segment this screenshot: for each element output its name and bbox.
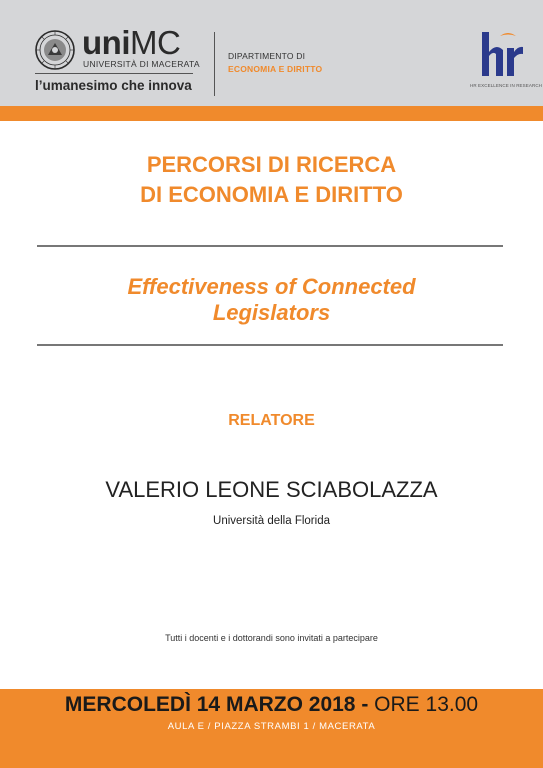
header-divider <box>214 32 215 96</box>
university-tagline: l’umanesimo che innova <box>35 78 192 93</box>
unimc-logo <box>82 26 180 60</box>
department-name: ECONOMIA E DIRITTO <box>228 64 323 74</box>
talk-title-line-1: Effectiveness of Connected <box>127 274 416 299</box>
logo-underline <box>35 73 193 74</box>
speaker-name: VALERIO LEONE SCIABOLAZZA <box>105 477 438 502</box>
unimc-logo-bold: uni <box>82 24 130 61</box>
divider-top <box>37 245 503 247</box>
event-date: MERCOLEDÌ 14 MARZO 2018 <box>64 693 356 716</box>
university-seal-icon <box>35 30 75 70</box>
event-venue: AULA E / PIAZZA STRAMBI 1 / MACERATA <box>167 721 376 732</box>
event-series-title <box>0 150 543 210</box>
invitation-note: Tutti i docenti e i dottorandi sono invitati a partecipare <box>165 633 378 643</box>
speaker-affiliation: Università della Florida <box>213 515 330 527</box>
talk-title-line-2: Legislators <box>212 300 331 325</box>
hr-excellence-caption: HR EXCELLENCE IN RESEARCH <box>470 83 543 88</box>
series-title-line-1: PERCORSI DI RICERCA <box>146 152 397 177</box>
series-title-line-2: DI ECONOMIA E DIRITTO <box>140 182 403 207</box>
datetime-separator: - <box>355 693 375 716</box>
hr-excellence-logo-icon <box>478 30 524 78</box>
unimc-logo-light: MC <box>129 24 181 61</box>
talk-title <box>0 274 543 326</box>
university-subtitle: UNIVERSITÀ DI MACERATA <box>83 59 200 69</box>
event-time: ORE 13.00 <box>374 693 479 716</box>
speaker-label: RELATORE <box>228 412 315 429</box>
divider-bottom <box>37 344 503 346</box>
department-label: DIPARTIMENTO DI <box>228 51 306 61</box>
header-accent-stripe <box>0 106 543 121</box>
event-datetime <box>0 693 543 717</box>
